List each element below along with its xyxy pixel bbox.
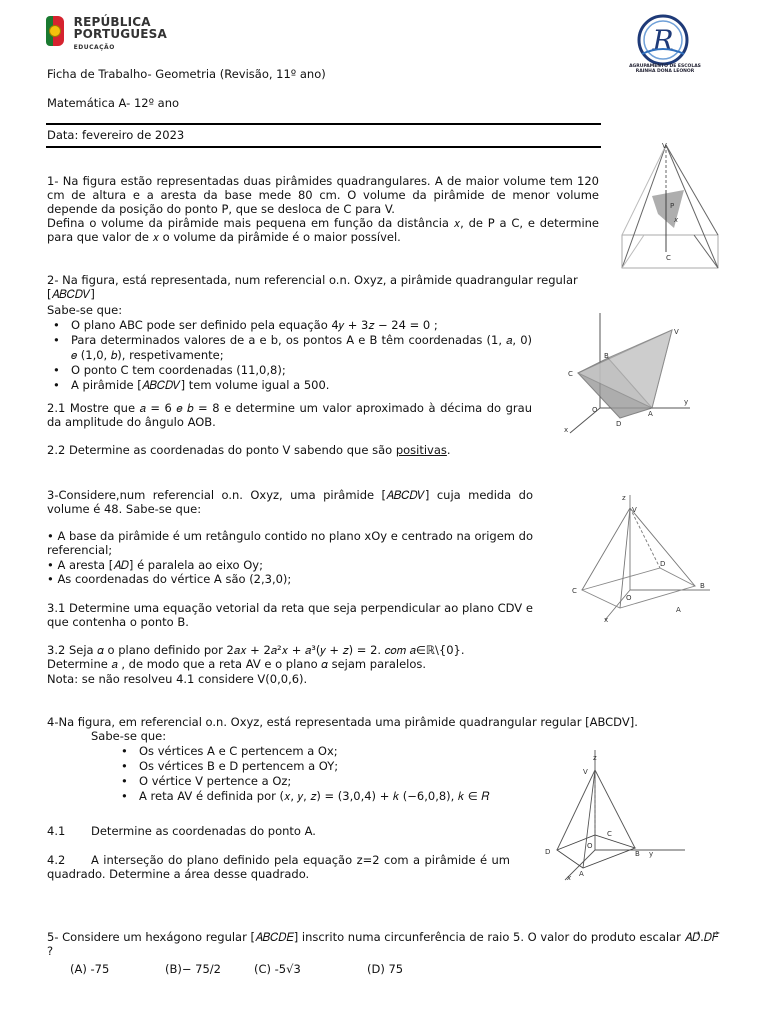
svg-text:O: O: [626, 594, 632, 602]
sheet-title: Ficha de Trabalho- Geometria (Revisão, 11º ano): [47, 67, 326, 81]
school-name: AGRUPAMENTO DE ESCOLAS RAINHA DONA LEONOR: [629, 64, 701, 74]
q4-intro: 4-Na figura, em referencial o.n. Oxyz, está representada uma pirâmide quadrangular regular [ABCDV].: [47, 715, 638, 729]
q5-text: 5- Considere um hexágono regular [𝐴𝐵𝐶𝐷𝐸] inscrito numa circunferência de raio 5. O valor do produto escalar 𝐴𝐷⃗.𝐷𝐹⃗ ?: [47, 930, 719, 958]
list-item: • O plano ABC pode ser definido pela equação 4𝑦 + 3𝑧 − 24 = 0 ;: [47, 318, 532, 333]
svg-text:V: V: [583, 768, 588, 776]
svg-text:C: C: [572, 587, 577, 595]
svg-text:z: z: [593, 754, 597, 762]
figure-2-pyramid: [560, 308, 710, 438]
svg-text:x: x: [674, 216, 679, 224]
svg-text:B: B: [604, 352, 609, 360]
q5-option-c: (C) -5√3: [254, 962, 301, 976]
svg-text:P: P: [670, 202, 675, 210]
svg-text:C: C: [568, 370, 573, 378]
q3-1: 3.1 Determine uma equação vetorial da reta que seja perpendicular ao plano CDV e que contenha o ponto B.: [47, 601, 533, 629]
republica-logo: [46, 16, 167, 54]
svg-text:O: O: [592, 406, 598, 414]
svg-text:x: x: [604, 616, 609, 624]
svg-text:D: D: [545, 848, 551, 856]
svg-text:D: D: [616, 420, 622, 428]
q3-bullet-3: • As coordenadas do vértice A são (2,3,0);: [47, 572, 292, 586]
figure-3-pyramid: [560, 490, 715, 625]
q2-intro: 2- Na figura, está representada, num referencial o.n. Oxyz, a pirâmide quadrangular regular [𝐴𝐵𝐶𝐷𝑉]: [47, 273, 578, 301]
q3-bullet-2: • A aresta [𝐴𝐷] é paralela ao eixo Oy;: [47, 558, 263, 572]
q3-intro: 3-Considere,num referencial o.n. Oxyz, uma pirâmide [𝐴𝐵𝐶𝐷𝑉] cuja medida do volume é 48. Sabe-se que:: [47, 488, 533, 516]
q2-1: 2.1 Mostre que 𝑎 = 6 𝑒 𝑏 = 8 e determine um valor aproximado à décima do grau da amplitude do ângulo AOB.: [47, 401, 532, 429]
q5-vector: 𝐴𝐷⃗.𝐷𝐹⃗: [684, 930, 719, 944]
svg-text:y: y: [649, 850, 654, 858]
q5-option-a: (A) -75: [70, 962, 110, 976]
q4-1-number: 4.1: [47, 824, 66, 838]
q1-text: 1- Na figura estão representadas duas pirâmides quadrangulares. A de maior volume tem 120 cm de altura e a aresta da base mede 80 cm. O volume da pirâmide de menor volume depende da posição do ponto P, que se desloca de C para V. Defina o volume da pirâmide mais pequena em função da distância 𝑥, de P a C, e determine para que valor de 𝑥 o volume da pirâmide é o maior possível.: [47, 174, 599, 244]
svg-text:C: C: [607, 830, 612, 838]
q4-2: A interseção do plano definido pela equação z=2 com a pirâmide é um quadrado. Determine a área desse quadrado.: [47, 853, 510, 881]
ministry-label: EDUCAÇÃO: [73, 44, 115, 51]
svg-text:B: B: [635, 850, 640, 858]
republic-line2: PORTUGUESA: [73, 27, 168, 41]
q2-know: Sabe-se que:: [47, 303, 123, 317]
subject-title: Matemática A- 12º ano: [47, 96, 180, 110]
list-item: • Os vértices B e D pertencem a OY;: [115, 759, 515, 774]
list-item: • O vértice V pertence a Oz;: [115, 774, 515, 789]
q4-bullets: [115, 744, 515, 804]
q2-bullets: [47, 318, 532, 393]
divider-top: [46, 123, 601, 125]
list-item: • O ponto C tem coordenadas (11,0,8);: [47, 363, 532, 378]
svg-text:V: V: [674, 328, 679, 336]
list-item: • A pirâmide [𝐴𝐵𝐶𝐷𝑉] tem volume igual a 500.: [47, 378, 532, 393]
q4-2-number: 4.2: [47, 853, 66, 867]
q4-1: Determine as coordenadas do ponto A.: [91, 824, 316, 838]
q2-2: 2.2 Determine as coordenadas do ponto V sabendo que são positivas.: [47, 443, 451, 457]
q3-2: 3.2 Seja 𝛼 o plano definido por 2𝑎𝑥 + 2𝑎²𝑥 + 𝑎³(𝑦 + 𝑧) = 2. 𝑐𝑜𝑚 𝑎∈ℝ\{0}.: [47, 643, 465, 657]
svg-text:A: A: [676, 606, 681, 614]
svg-text:A: A: [648, 410, 653, 418]
figure-4-pyramid: [535, 740, 705, 890]
svg-text:V: V: [662, 142, 667, 150]
svg-text:C: C: [666, 254, 671, 262]
date-label: Data: fevereiro de 2023: [47, 128, 185, 142]
svg-text:V: V: [632, 506, 637, 514]
republic-line1: REPÚBLICA: [73, 15, 151, 29]
list-item: • Os vértices A e C pertencem a Ox;: [115, 744, 515, 759]
list-item: • A reta AV é definida por (𝑥, 𝑦, 𝑧) = (3,0,4) + 𝑘 (−6,0,8), 𝑘 ∈ 𝑅: [115, 789, 515, 804]
q4-know: Sabe-se que:: [91, 729, 167, 743]
q3-bullet-1: • A base da pirâmide é um retângulo contido no plano xOy e centrado na origem do referencial;: [47, 529, 533, 557]
list-item: • Para determinados valores de a e b, os pontos A e B têm coordenadas (1, 𝑎, 0) 𝑒 (1,0, 𝑏), respetivamente;: [47, 333, 532, 363]
figure-1-pyramids: [614, 140, 726, 275]
svg-text:x: x: [567, 874, 572, 882]
q5-option-b: (B)− 75/2: [165, 962, 221, 976]
q5-option-d: (D) 75: [367, 962, 404, 976]
divider-bottom: [46, 146, 601, 148]
svg-text:y: y: [684, 398, 689, 406]
svg-text:D: D: [660, 560, 666, 568]
svg-text:A: A: [579, 870, 584, 878]
svg-text:z: z: [622, 494, 626, 502]
svg-text:x: x: [564, 426, 569, 434]
q3-2b: Determine 𝑎 , de modo que a reta AV e o plano 𝛼 sejam paralelos.: [47, 657, 427, 671]
svg-text:B: B: [700, 582, 705, 590]
q3-note: Nota: se não resolveu 4.1 considere V(0,0,6).: [47, 672, 308, 686]
svg-text:O: O: [587, 842, 593, 850]
flag-icon: [46, 16, 64, 46]
svg-text:R: R: [652, 24, 674, 57]
